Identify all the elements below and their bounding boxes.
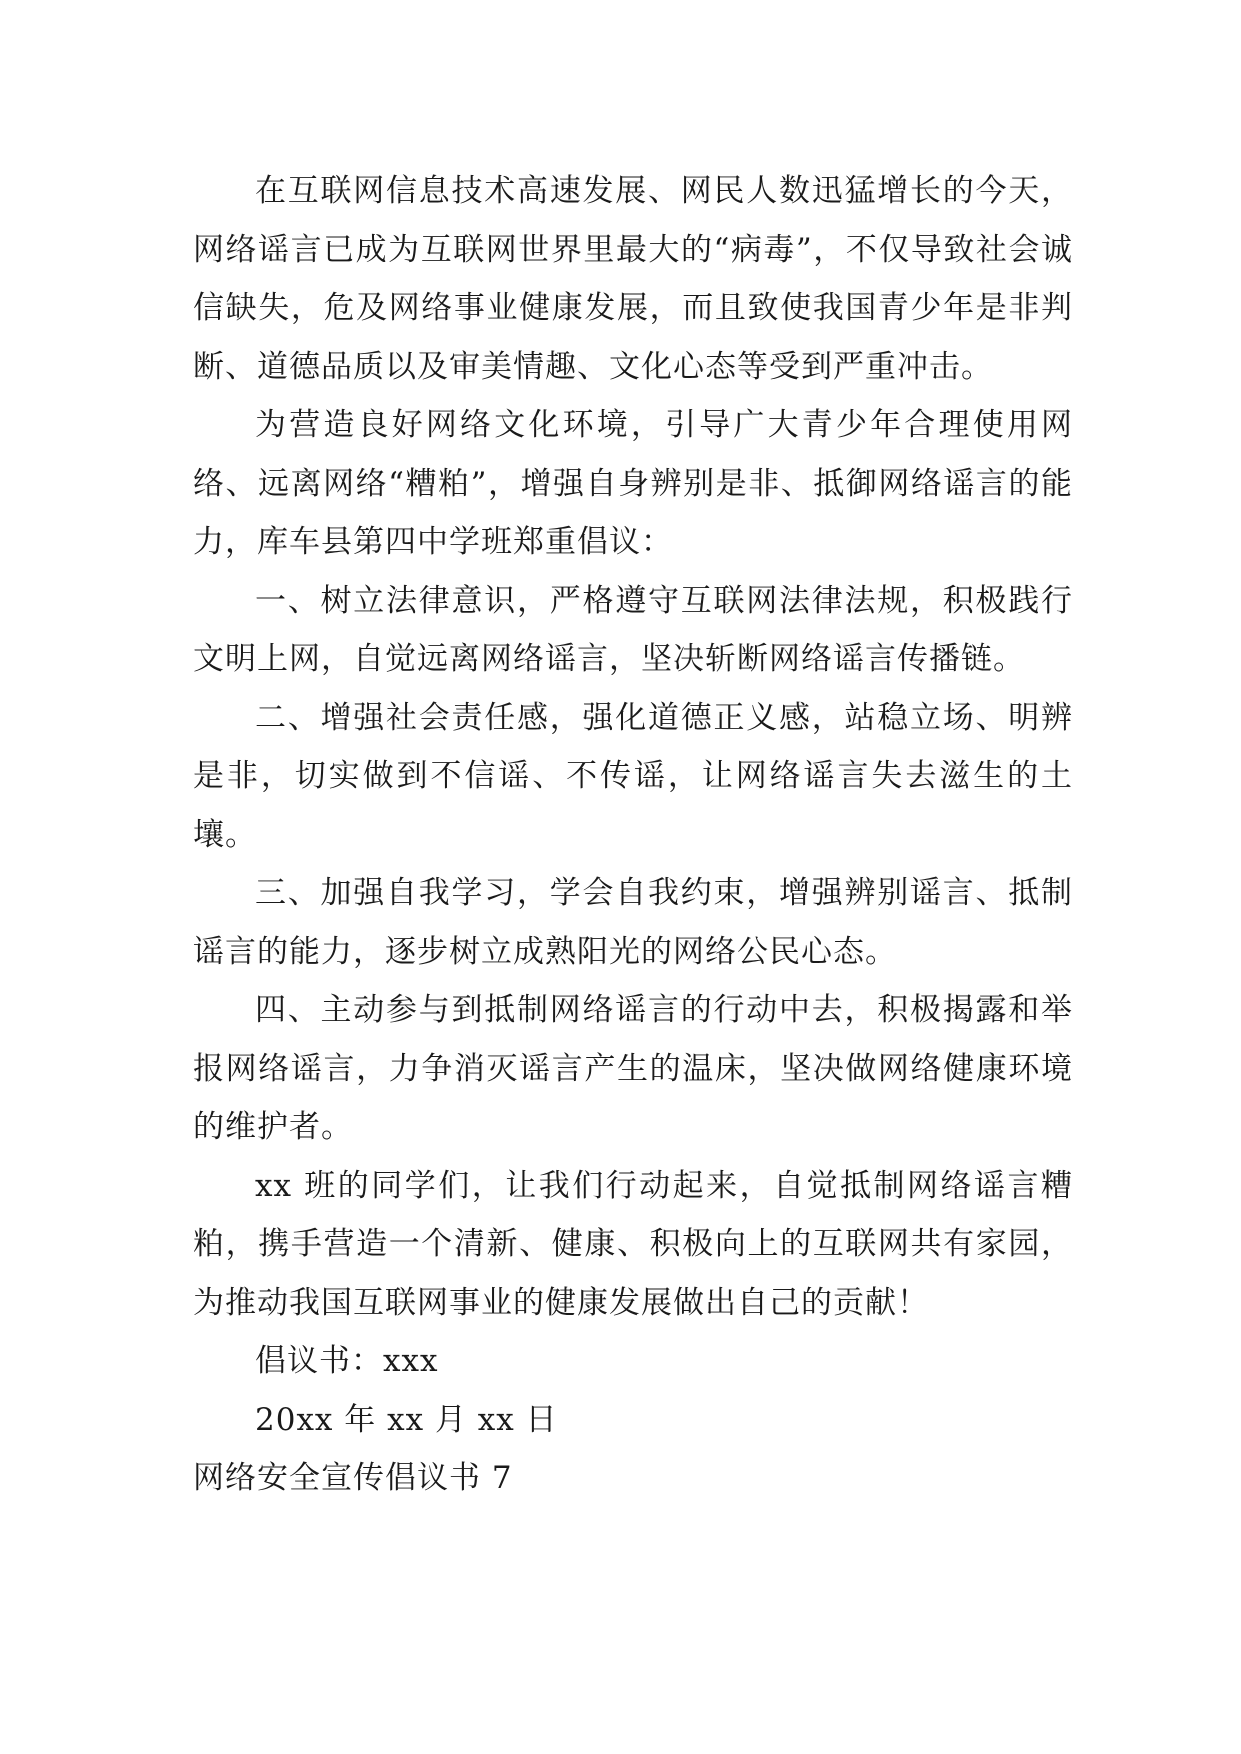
- paragraph-item-4: 四、主动参与到抵制网络谣言的行动中去，积极揭露和举报网络谣言，力争消灭谣言产生的温床，坚决做网络健康环境的维护者。: [193, 992, 1073, 1145]
- document-body: [193, 162, 1073, 1508]
- paragraph-call-to-action: xx 班的同学们，让我们行动起来，自觉抵制网络谣言糟粕，携手营造一个清新、健康、积极向上的互联网共有家园，为推动我国互联网事业的健康发展做出自己的贡献！: [193, 1167, 1073, 1321]
- paragraph-item-2: 二、增强社会责任感，强化道德正义感，站稳立场、明辨是非，切实做到不信谣、不传谣，让网络谣言失去滋生的土壤。: [193, 699, 1073, 853]
- date-line: 20xx 年 xx 月 xx 日: [255, 1401, 558, 1438]
- paragraph-intro: 在互联网信息技术高速发展、网民人数迅猛增长的今天，网络谣言已成为互联网世界里最大的“病毒”，不仅导致社会诚信缺失，危及网络事业健康发展，而且致使我国青少年是非判断、道德品质以及审美情趣、文化心态等受到严重冲击。: [193, 173, 1073, 385]
- next-section-heading: 网络安全宣传倡议书 7: [193, 1460, 513, 1496]
- paragraph-item-3: 三、加强自我学习，学会自我约束，增强辨别谣言、抵制谣言的能力，逐步树立成熟阳光的网络公民心态。: [193, 875, 1073, 970]
- paragraph-item-1: 一、树立法律意识，严格遵守互联网法律法规，积极践行文明上网，自觉远离网络谣言，坚决斩断网络谣言传播链。: [193, 582, 1073, 677]
- paragraph-proposal: 为营造良好网络文化环境，引导广大青少年合理使用网络、远离网络“糟粕”，增强自身辨别是非、抵御网络谣言的能力，库车县第四中学班郑重倡议：: [193, 407, 1073, 560]
- signature-line: 倡议书：xxx: [255, 1343, 439, 1379]
